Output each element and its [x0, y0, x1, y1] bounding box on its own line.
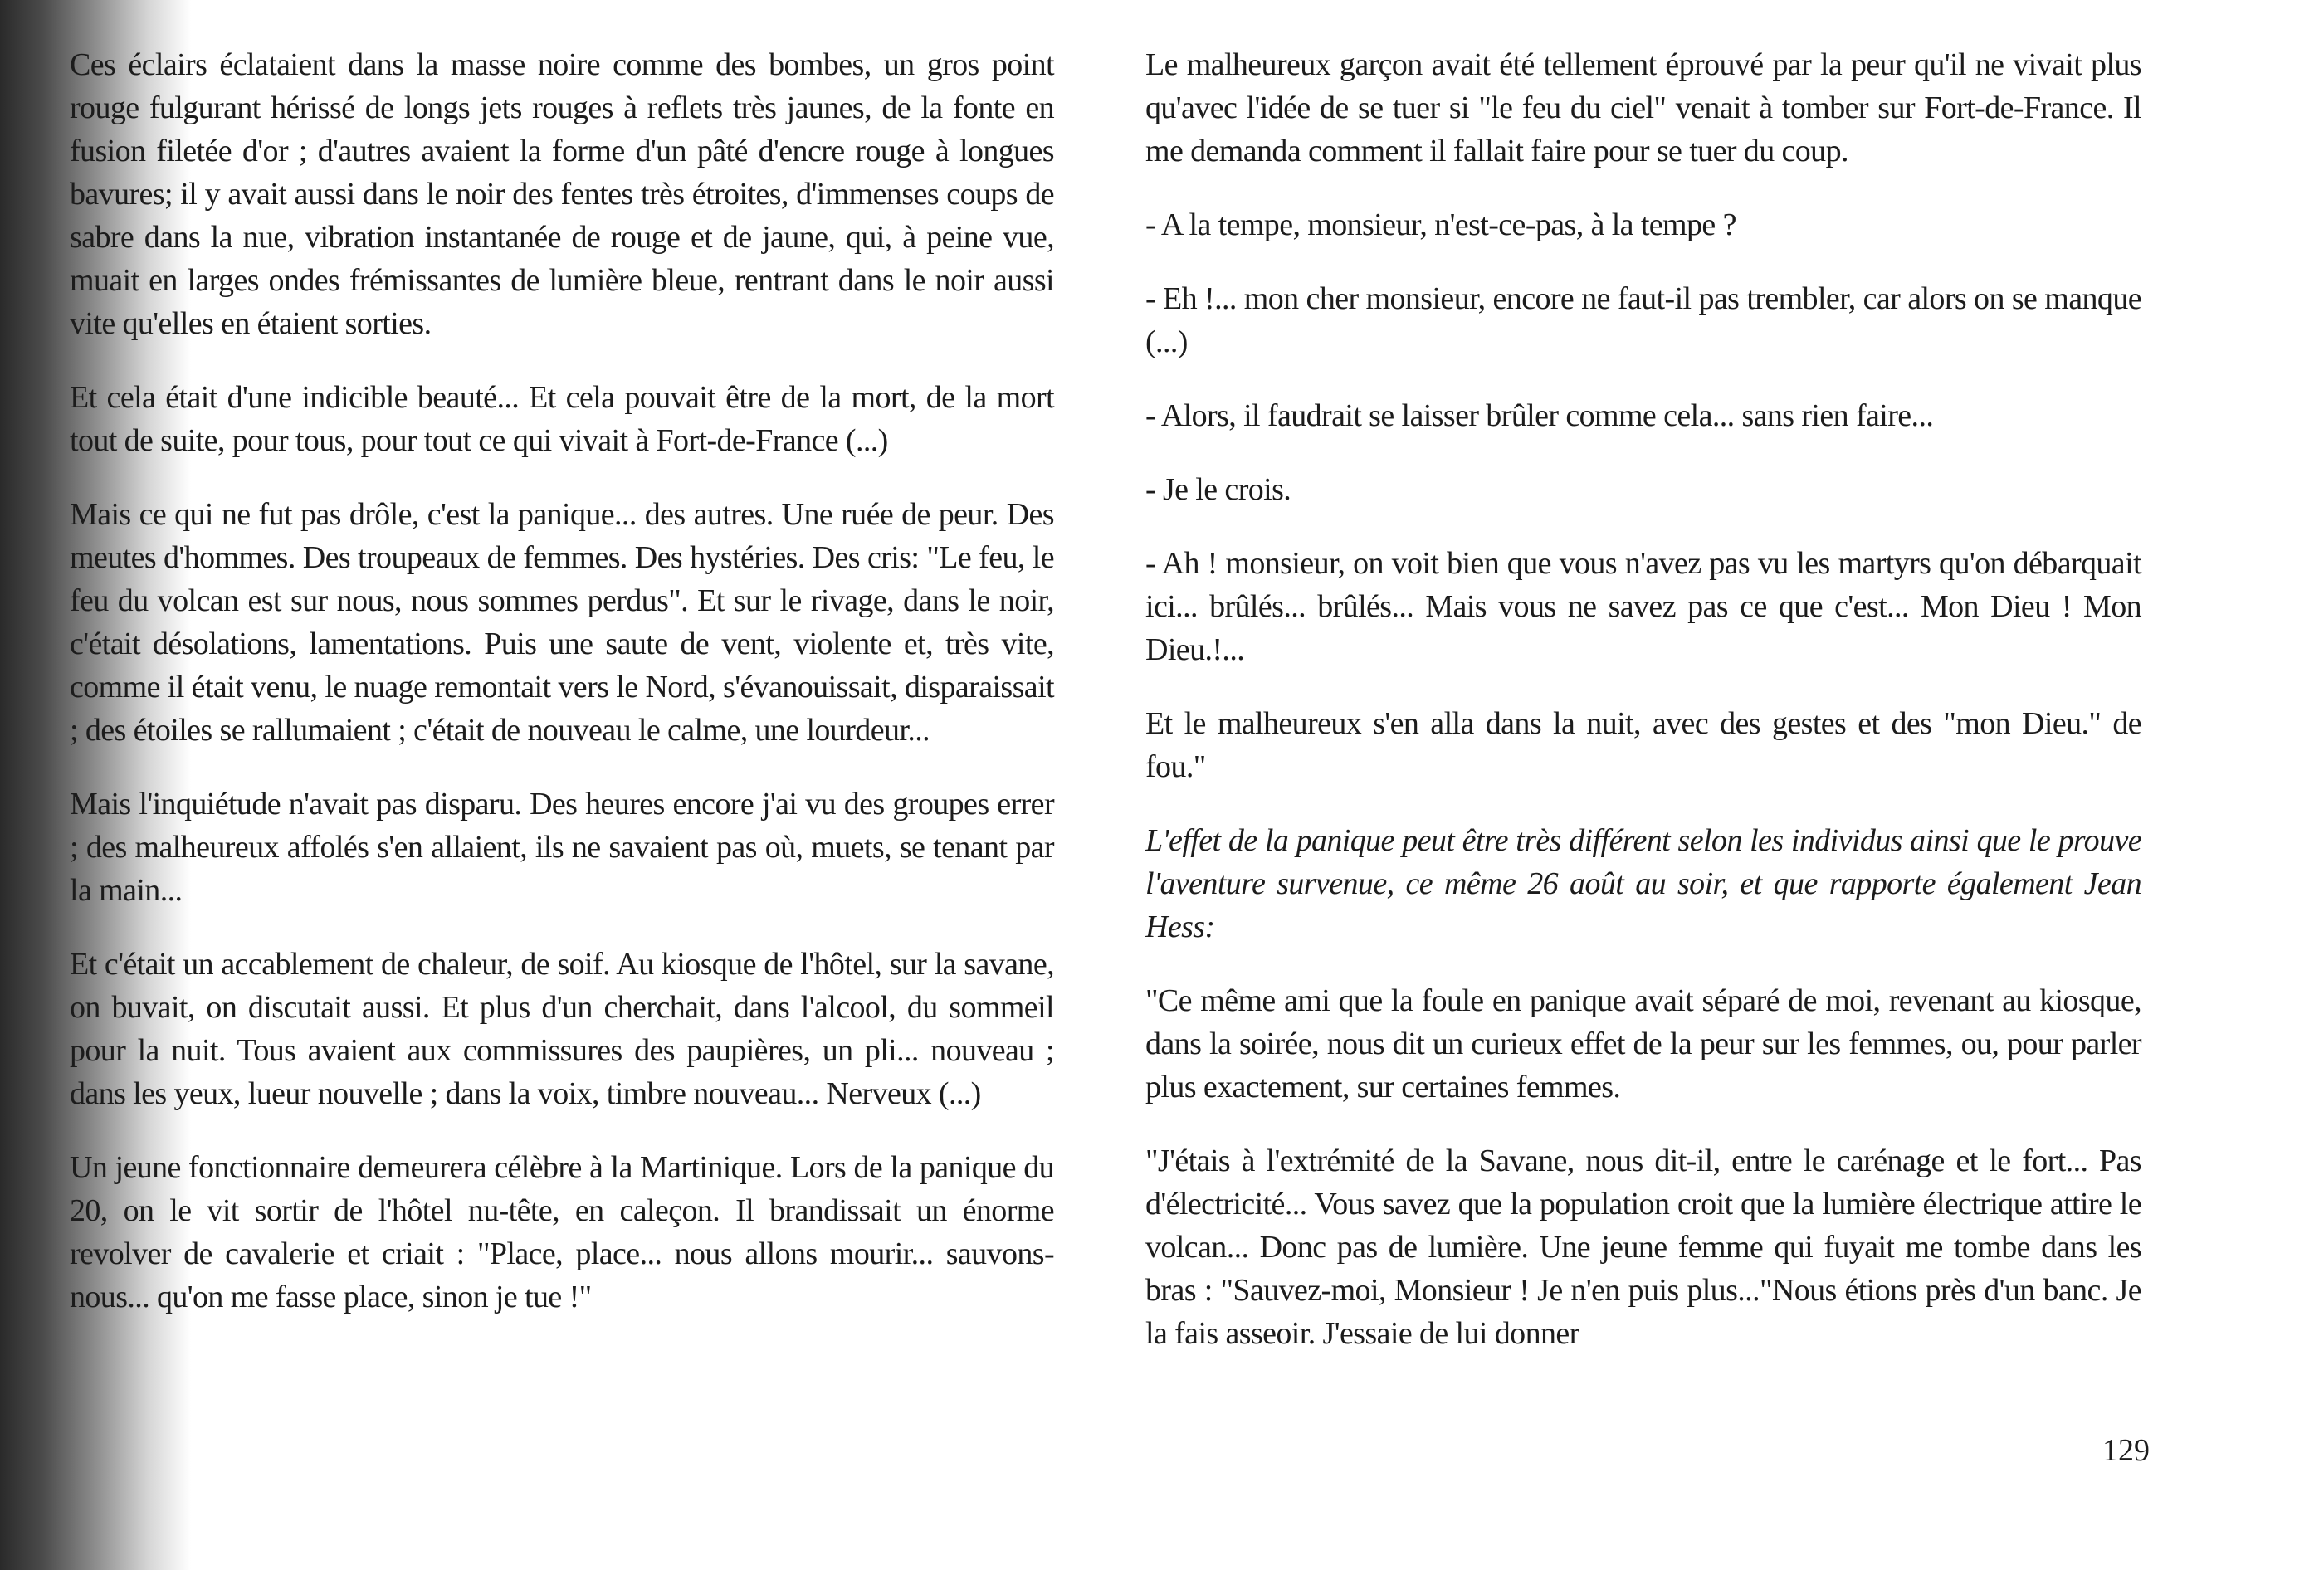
paragraph-unhappy-boy: Le malheureux garçon avait été tellement éprouvé par la peur qu'il ne vivait plus qu'avec l'idée de se tuer si "le feu du ciel" venait à tomber sur Fort-de-France. Il me demanda comment il fallait faire pour se tuer du coup.: [1145, 47, 2141, 168]
paragraph-beauty: Et cela était d'une indicible beauté... Et cela pouvait être de la mort, de la mort tout de suite, pour tous, pour tout ce qui vivait à Fort-de-France (...): [70, 380, 1054, 458]
dialogue-line: - Eh !... mon cher monsieur, encore ne faut-il pas trembler, car alors on se manque (...): [1145, 281, 2141, 359]
paragraph-lightning: Ces éclairs éclataient dans la masse noire comme des bombes, un gros point rouge fulgurant hérissé de longs jets rouges à reflets très jaunes, de la fonte en fusion filetée d'or ; d'autres avaient la forme d'un pâté d'encre rouge à longues bavures; il y avait aussi dans le noir des fentes très étroites, d'immenses coups de sabre dans la nue, vibration instantanée de rouge et de jaune, qui, à peine vue, muait en larges ondes frémissantes de lumière bleue, rentrant dans le noir aussi vite qu'elles en étaient sorties.: [70, 47, 1054, 341]
paragraph-left-in-night: Et le malheureux s'en alla dans la nuit, avec des gestes et des "mon Dieu." de fou.": [1145, 706, 2141, 784]
left-page-column: [70, 43, 1054, 1349]
dialogue-line: - A la tempe, monsieur, n'est-ce-pas, à la tempe ?: [1145, 207, 1736, 242]
paragraph-same-friend: "Ce même ami que la foule en panique avait séparé de moi, revenant au kiosque, dans la soirée, nous dit un curieux effet de la peur sur les femmes, ou, pour parler plus exactement, sur certaines femmes.: [1145, 983, 2141, 1104]
dialogue-line: - Je le crois.: [1145, 472, 1291, 507]
paragraph-savane: "J'étais à l'extrémité de la Savane, nous dit-il, entre le carénage et le fort... Pas d'électricité... Vous savez que la population croit que la lumière électrique attire le volcan... Donc pas de lumière. Une jeune femme qui fuyait me tombe dans les bras : "Sauvez-moi, Monsieur ! Je n'en puis plus..."Nous étions près d'un banc. Je la fais asseoir. J'essaie de lui donner: [1145, 1143, 2141, 1351]
paragraph-panic: Mais ce qui ne fut pas drôle, c'est la panique... des autres. Une ruée de peur. Des meutes d'hommes. Des troupeaux de femmes. Des hystéries. Des cris: "Le feu, le feu du volcan est sur nous, nous sommes perdus". Et sur le rivage, dans le noir, c'était désolations, lamentations. Puis une saute de vent, violente et, très vite, comme il était venu, le nuage remontait vers le Nord, s'évanouissait, disparaissait ; des étoiles se rallumaient ; c'était de nouveau le calme, une lourdeur...: [70, 497, 1054, 748]
dialogue-line: - Ah ! monsieur, on voit bien que vous n'avez pas vu les martyrs qu'on débarquait ici... brûlés... brûlés... Mais vous ne savez pas ce que c'est... Mon Dieu ! Mon Dieu.!...: [1145, 546, 2141, 667]
paragraph-worry: Mais l'inquiétude n'avait pas disparu. Des heures encore j'ai vu des groupes errer ; des malheureux affolés s'en allaient, ils ne savaient pas où, muets, se tenant par la main...: [70, 787, 1054, 908]
dialogue-line: - Alors, il faudrait se laisser brûler comme cela... sans rien faire...: [1145, 398, 1934, 433]
page-number: 129: [2102, 1433, 2150, 1468]
italic-commentary: L'effet de la panique peut être très différent selon les individus ainsi que le prouve l'aventure survenue, ce même 26 août au soir, et que rapporte également Jean Hess:: [1145, 823, 2141, 944]
paragraph-heat: Et c'était un accablement de chaleur, de soif. Au kiosque de l'hôtel, sur la savane, on buvait, on discutait aussi. Et plus d'un cherchait, dans l'alcool, du sommeil pour la nuit. Tous avaient aux commissures des paupières, un pli... nouveau ; dans les yeux, lueur nouvelle ; dans la voix, timbre nouveau... Nerveux (...): [70, 947, 1054, 1111]
paragraph-official: Un jeune fonctionnaire demeurera célèbre à la Martinique. Lors de la panique du 20, on le vit sortir de l'hôtel nu-tête, en caleçon. Il brandissait un énorme revolver de cavalerie et criait : "Place, place... nous allons mourir... sauvons-nous... qu'on me fasse place, sinon je tue !": [70, 1150, 1054, 1314]
right-page-column: [1145, 43, 2141, 1386]
